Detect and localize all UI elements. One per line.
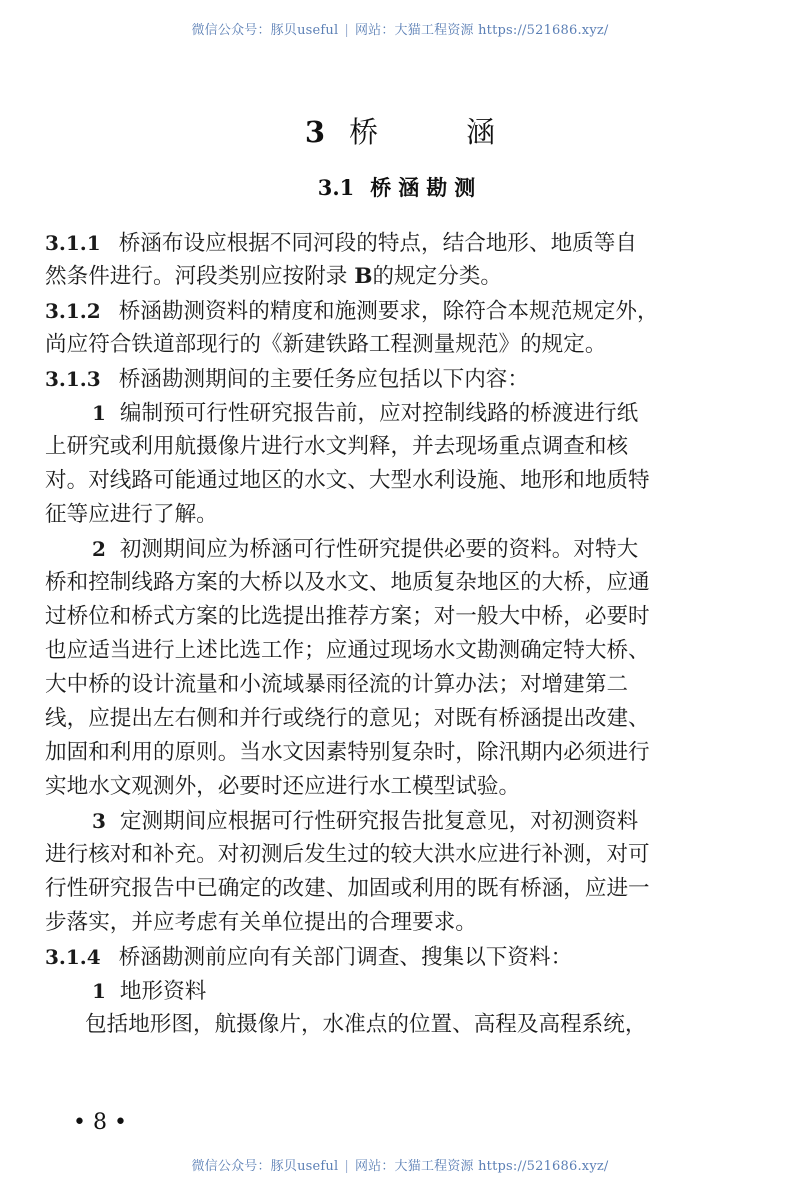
- text-line: 桥和控制线路方案的大桥以及水文、地质复杂地区的大桥，应通: [45, 570, 650, 595]
- item-line: [45, 396, 757, 430]
- text-span: 的规定分类。: [372, 264, 503, 289]
- section-title: [0, 172, 800, 204]
- clause-number: 3.1.3: [45, 367, 101, 391]
- item-text: 定测期间应根据可行性研究报告批复意见，对初测资料: [119, 809, 639, 834]
- item-text: 初测期间应为桥涵可行性研究提供必要的资料。对特大: [119, 537, 639, 562]
- item-line: [45, 804, 757, 838]
- section-title-text: 桥涵勘测: [370, 176, 483, 200]
- text-line: 也应适当进行上述比选工作；应通过现场水文勘测确定特大桥、: [45, 638, 650, 663]
- item-number: 2: [92, 537, 106, 561]
- clause-text: 桥涵勘测前应向有关部门调查、搜集以下资料：: [118, 945, 573, 970]
- text-line: 行性研究报告中已确定的改建、加固或利用的既有桥涵，应进一: [45, 876, 650, 901]
- watermark-separator: |: [344, 23, 349, 38]
- chapter-title-char-1: 桥: [349, 115, 379, 149]
- watermark-separator: |: [344, 1159, 349, 1174]
- watermark-wechat: 微信公众号：豚贝useful: [191, 1159, 339, 1174]
- chapter-title: [0, 112, 800, 152]
- item-line: [45, 974, 757, 1008]
- text-line: 加固和利用的原则。当水文因素特别复杂时，除汛期内必须进行: [45, 740, 650, 765]
- watermark-header: [0, 19, 800, 38]
- text-line: 进行核对和补充。对初测后发生过的较大洪水应进行补测，对可: [45, 842, 650, 867]
- page-number: • 8 •: [73, 1110, 127, 1135]
- text-span: 然条件进行。河段类别应按附录: [45, 264, 355, 289]
- clause-line: [45, 294, 757, 328]
- clause-text: 桥涵勘测资料的精度和施测要求，除符合本规范规定外，: [118, 299, 659, 324]
- clause-line: [45, 362, 757, 396]
- appendix-ref: B: [354, 264, 373, 289]
- clause-line: [45, 940, 757, 974]
- item-text: 编制预可行性研究报告前，应对控制线路的桥渡进行纸: [119, 401, 639, 426]
- watermark-footer: [0, 1155, 800, 1174]
- clause-line: [45, 226, 757, 260]
- item-number: 3: [92, 809, 106, 833]
- text-line: 步落实，并应考虑有关单位提出的合理要求。: [45, 910, 477, 935]
- section-number: 3.1: [317, 175, 355, 200]
- text-line: 对。对线路可能通过地区的水文、大型水利设施、地形和地质特: [45, 468, 650, 493]
- watermark-website: 网站：大猫工程资源 https://521686.xyz/: [354, 1159, 609, 1174]
- chapter-number: 3: [304, 115, 326, 149]
- watermark-wechat: 微信公众号：豚贝useful: [191, 23, 339, 38]
- clause-number: 3.1.1: [45, 231, 101, 255]
- text-line: 尚应符合铁道部现行的《新建铁路工程测量规范》的规定。: [45, 332, 607, 357]
- item-text: 地形资料: [119, 979, 207, 1004]
- text-line: 包括地形图，航摄像片，水准点的位置、高程及高程系统，: [85, 1012, 647, 1037]
- text-line: [45, 260, 757, 294]
- body-text: [45, 226, 757, 1042]
- chapter-title-char-2: 涵: [466, 115, 496, 149]
- clause-number: 3.1.2: [45, 299, 101, 323]
- item-number: 1: [92, 979, 106, 1003]
- text-line: 上研究或利用航摄像片进行水文判释，并去现场重点调查和核: [45, 434, 629, 459]
- item-number: 1: [92, 401, 106, 425]
- clause-text: 桥涵布设应根据不同河段的特点，结合地形、地质等自: [118, 231, 637, 256]
- watermark-website: 网站：大猫工程资源 https://521686.xyz/: [354, 23, 609, 38]
- item-line: [45, 532, 757, 566]
- text-line: 线，应提出左右侧和并行或绕行的意见；对既有桥涵提出改建、: [45, 706, 650, 731]
- text-line: 大中桥的设计流量和小流域暴雨径流的计算办法；对增建第二: [45, 672, 629, 697]
- text-line: 实地水文观测外，必要时还应进行水工模型试验。: [45, 774, 521, 799]
- text-line: 征等应进行了解。: [45, 502, 218, 527]
- clause-text: 桥涵勘测期间的主要任务应包括以下内容：: [118, 367, 529, 392]
- text-line: 过桥位和桥式方案的比选提出推荐方案；对一般大中桥，必要时: [45, 604, 650, 629]
- clause-number: 3.1.4: [45, 945, 101, 969]
